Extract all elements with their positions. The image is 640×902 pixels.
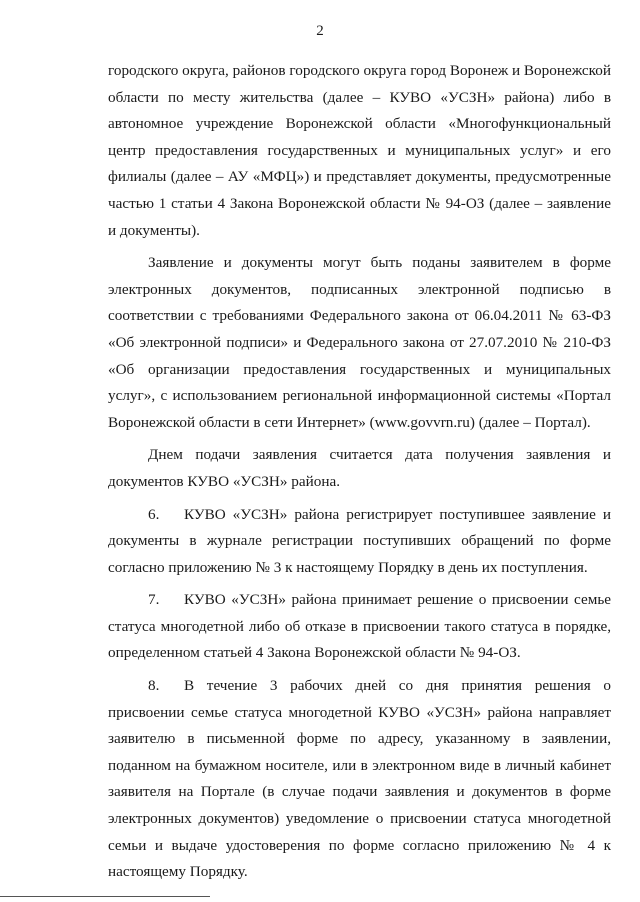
clause-number: 8. (148, 677, 160, 695)
footer-divider (0, 896, 210, 897)
paragraph-electronic-submission: Заявление и документы могут быть поданы заявителем в форме электронных документов, подписанных электронной подписью в соответствии с требованиями Федерального закона от 06.04.2011 № 63-ФЗ «Об электронной подписи» и Федерального закона от 27.07.2010 № 210-ФЗ «Об организации предоставления государственных и муниципальных услуг», с использованием региональной информационной системы «Портал Воронежской области в сети Интернет» (www.govvrn.ru) (далее – Портал). (108, 254, 611, 431)
paragraph-submission-date: Днем подачи заявления считается дата получения заявления и документов КУВО «УСЗН» района. (108, 446, 611, 490)
clause-number: 7. (148, 591, 160, 609)
clause-number: 6. (148, 505, 160, 523)
clause-text: В течение 3 рабочих дней со дня принятия решения о присвоении семье статуса многодетной КУВО «УСЗН» района направляет заявителю в письменной форме по адресу, указанному в заявлении, поданном на бумажном носителе, или в электронном виде в личный кабинет заявителя на Портале (в случае подачи заявления и документов в форме электронных документов) уведомление о присвоении статуса многодетной семьи и выдаче удостоверения по форме согласно приложению № 4 к настоящему Порядку. (108, 677, 611, 881)
document-body (108, 58, 611, 886)
clause-6 (108, 502, 611, 582)
clause-text: КУВО «УСЗН» района регистрирует поступившее заявление и документы в журнале регистрации поступивших обращений по форме согласно приложению № 3 к настоящему Порядку в день их поступления. (108, 505, 611, 576)
page-number: 2 (316, 23, 324, 39)
clause-text: КУВО «УСЗН» района принимает решение о присвоении семье статуса многодетной либо об отказе в присвоении такого статуса в порядке, определенном статьей 4 Закона Воронежской области № 94-ОЗ. (108, 591, 611, 662)
clause-7 (108, 587, 611, 667)
clause-8 (108, 673, 611, 886)
paragraph-continuation: городского округа, районов городского округа город Воронеж и Воронежской области по месту жительства (далее – КУВО «УСЗН» района) либо в автономное учреждение Воронежской области «Многофункциональный центр предоставления государственных и муниципальных услуг» и его филиалы (далее – АУ «МФЦ») и представляет документы, предусмотренные частью 1 статьи 4 Закона Воронежской области № 94-ОЗ (далее – заявление и документы). (108, 62, 611, 239)
